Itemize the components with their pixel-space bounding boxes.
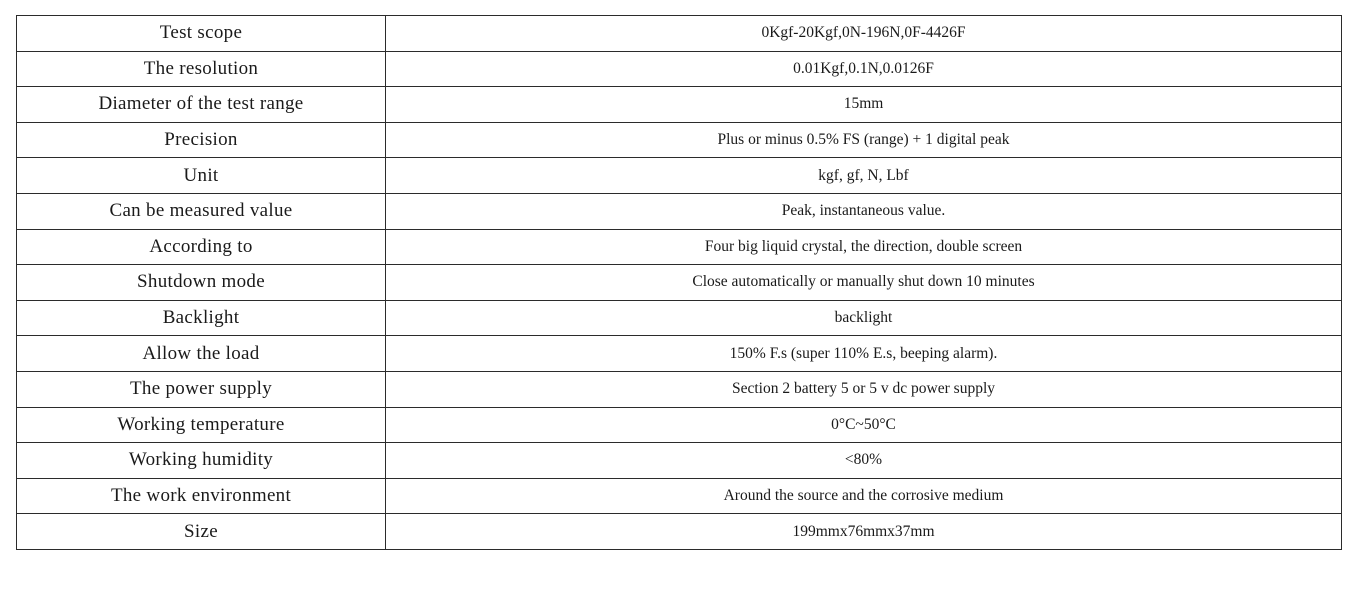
spec-value: kgf, gf, N, Lbf xyxy=(386,158,1342,194)
spec-label: Precision xyxy=(17,122,386,158)
spec-value: 199mmx76mmx37mm xyxy=(386,514,1342,550)
table-row xyxy=(17,158,1342,194)
spec-value: Section 2 battery 5 or 5 v dc power supply xyxy=(386,371,1342,407)
spec-value: 150% F.s (super 110% E.s, beeping alarm). xyxy=(386,336,1342,372)
spec-label: The power supply xyxy=(17,371,386,407)
spec-value: 15mm xyxy=(386,87,1342,123)
table-row xyxy=(17,478,1342,514)
spec-label: Test scope xyxy=(17,16,386,52)
table-row xyxy=(17,51,1342,87)
spec-value: 0Kgf-20Kgf,0N-196N,0F-4426F xyxy=(386,16,1342,52)
table-row xyxy=(17,265,1342,301)
spec-label: According to xyxy=(17,229,386,265)
spec-label: Working humidity xyxy=(17,443,386,479)
table-row xyxy=(17,122,1342,158)
table-row xyxy=(17,87,1342,123)
table-row xyxy=(17,300,1342,336)
spec-value: Four big liquid crystal, the direction, double screen xyxy=(386,229,1342,265)
table-row xyxy=(17,229,1342,265)
spec-value: <80% xyxy=(386,443,1342,479)
table-row xyxy=(17,407,1342,443)
table-row xyxy=(17,16,1342,52)
spec-label: Backlight xyxy=(17,300,386,336)
spec-label: Can be measured value xyxy=(17,193,386,229)
spec-label: Diameter of the test range xyxy=(17,87,386,123)
table-row xyxy=(17,193,1342,229)
spec-label: Working temperature xyxy=(17,407,386,443)
spec-value: 0.01Kgf,0.1N,0.0126F xyxy=(386,51,1342,87)
spec-table xyxy=(16,15,1342,550)
spec-value: Peak, instantaneous value. xyxy=(386,193,1342,229)
table-row xyxy=(17,443,1342,479)
spec-label: Shutdown mode xyxy=(17,265,386,301)
spec-value: Around the source and the corrosive medium xyxy=(386,478,1342,514)
spec-label: Size xyxy=(17,514,386,550)
spec-value: backlight xyxy=(386,300,1342,336)
table-row xyxy=(17,336,1342,372)
spec-value: 0°C~50°C xyxy=(386,407,1342,443)
spec-label: Unit xyxy=(17,158,386,194)
spec-label: Allow the load xyxy=(17,336,386,372)
spec-value: Plus or minus 0.5% FS (range) + 1 digital peak xyxy=(386,122,1342,158)
spec-label: The resolution xyxy=(17,51,386,87)
table-row xyxy=(17,514,1342,550)
spec-value: Close automatically or manually shut down 10 minutes xyxy=(386,265,1342,301)
table-row xyxy=(17,371,1342,407)
spec-label: The work environment xyxy=(17,478,386,514)
